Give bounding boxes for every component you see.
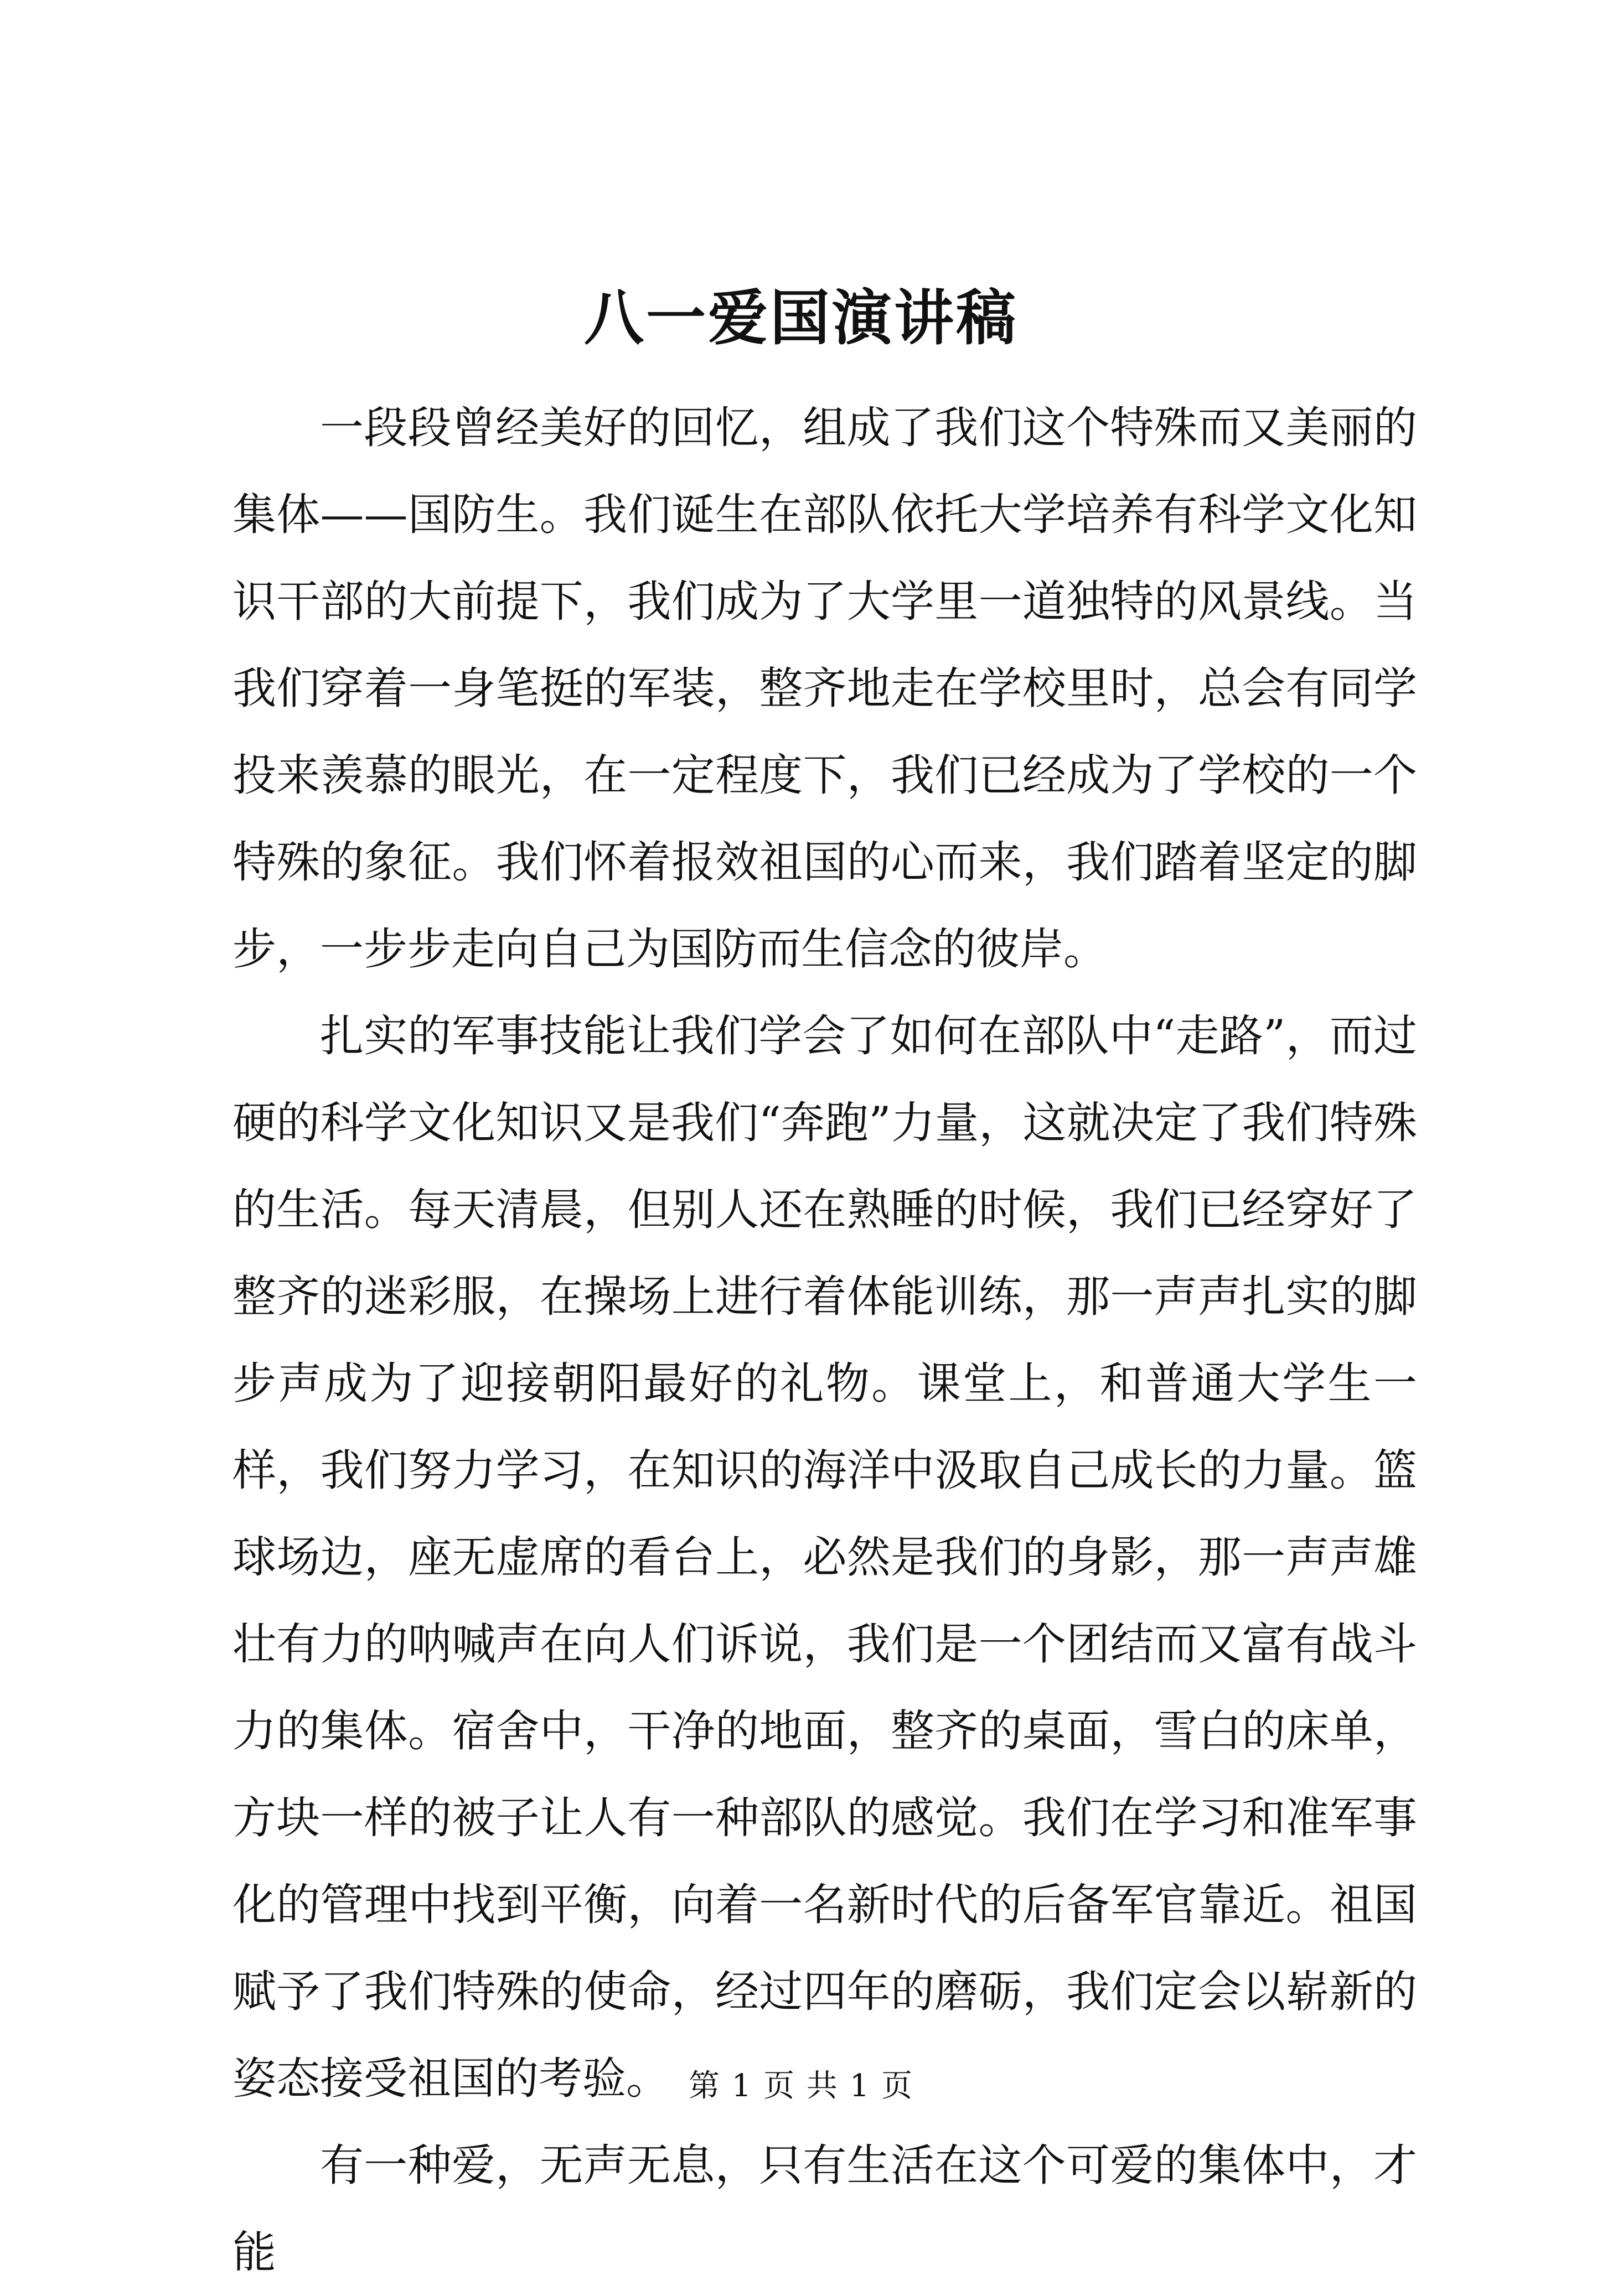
paragraph-2: 扎实的军事技能让我们学会了如何在部队中“走路”，而过硬的科学文化知识又是我们“奔跑”力量，这就决定了我们特殊的生活。每天清晨，但别人还在熟睡的时候，我们已经穿好了整齐的迷彩服，在操场上进行着体能训练，那一声声扎实的脚步声成为了迎接朝阳最好的礼物。课堂上，和普通大学生一样，我们努力学习，在知识的海洋中汲取自己成长的力量。篮球场边，座无虚席的看台上，必然是我们的身影，那一声声雄壮有力的呐喊声在向人们诉说，我们是一个团结而又富有战斗力的集体。宿舍中，干净的地面，整齐的桌面，雪白的床单，方块一样的被子让人有一种部队的感觉。我们在学习和准军事化的管理中找到平衡，向着一名新时代的后备军官靠近。祖国赋予了我们特殊的使命，经过四年的磨砺，我们定会以崭新的姿态接受祖国的考验。: [232, 1010, 1417, 2104]
paragraph-3: 有一种爱，无声无息，只有生活在这个可爱的集体中，才能: [232, 2140, 1417, 2278]
document-title: 八一爱国演讲稿: [583, 283, 1018, 353]
document-body: [232, 385, 1417, 2296]
paragraph-1: 一段段曾经美好的回忆，组成了我们这个特殊而又美丽的集体——国防生。我们诞生在部队依托大学培养有科学文化知识干部的大前提下，我们成为了大学里一道独特的风景线。当我们穿着一身笔挺的军装，整齐地走在学校里时，总会有同学投来羡慕的眼光，在一定程度下，我们已经成为了学校的一个特殊的象征。我们怀着报效祖国的心而来，我们踏着坚定的脚步，一步步走向自己为国防而生信念的彼岸。: [232, 402, 1417, 975]
page-footer: 第 1 页 共 1 页: [688, 2068, 914, 2104]
